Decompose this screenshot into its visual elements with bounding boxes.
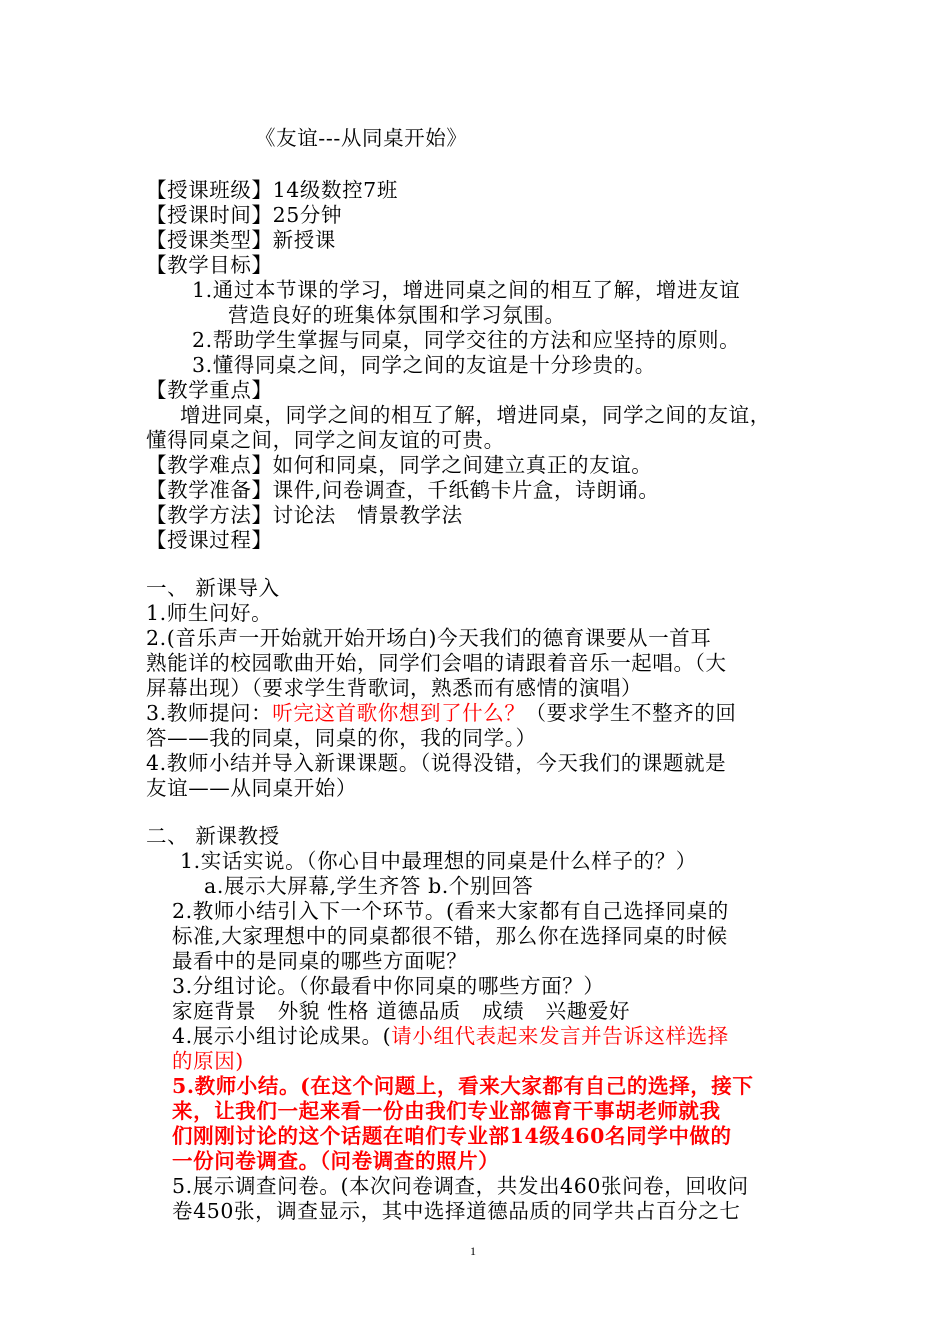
process-heading: 【授课过程】 [146,528,273,552]
section-1-heading: 一、 新课导入 [146,576,280,600]
item-4-instruction: 请小组代表起来发言并告诉这样选择 [391,1024,729,1048]
section-2-item-2-line-2: 标准,大家理想中的同桌都很不错，那么你在选择同桌的时候 [172,924,728,948]
info-class: 【授课班级】14级数控7班 [146,178,398,202]
section-2-item-2-line-3: 最看中的是同桌的哪些方面呢？ [172,949,468,973]
key-points-heading: 【教学重点】 [146,378,273,402]
item-3-suffix: （要求学生不整齐的回 [525,701,737,725]
preparation: 【教学准备】课件,问卷调查，千纸鹤卡片盒，诗朗诵。 [146,478,660,502]
goal-1-cont: 营造良好的班集体氛围和学习氛围。 [228,303,566,327]
goal-1: 1.通过本节课的学习，增进同桌之间的相互了解，增进友谊 [192,278,741,302]
section-1-item-4-line-2: 友谊——从同桌开始） [146,776,357,800]
key-points-line-2: 懂得同桌之间，同学之间友谊的可贵。 [146,428,505,452]
section-2-item-1: 1.实话实说。（你心目中最理想的同桌是什么样子的？） [180,849,697,873]
info-time: 【授课时间】25分钟 [146,203,343,227]
section-1-item-2-line-2: 熟能详的校园歌曲开始，同学们会唱的请跟着音乐一起唱。（大 [146,651,727,675]
key-points-line-1: 增进同桌，同学之间的相互了解，增进同桌，同学之间的友谊， [180,403,771,427]
section-1-item-3 [146,700,736,726]
section-2-item-5-line-3: 们刚刚讨论的这个话题在咱们专业部14级460名同学中做的 [172,1124,732,1148]
section-2-item-3: 3.分组讨论。（你最看中你同桌的哪些方面？） [172,974,605,998]
section-1-item-3-line-2: 答——我的同桌，同桌的你，我的同学。） [146,726,537,750]
item-3-question: 听完这首歌你想到了什么？ [272,701,526,725]
section-1-item-2-line-3: 屏幕出现）（要求学生背歌词，熟悉而有感情的演唱） [146,676,643,700]
section-2-item-1-sub: a.展示大屏幕,学生齐答 b.个别回答 [204,874,534,898]
document-title: 《友谊---从同桌开始》 [255,126,468,150]
item-4-prefix: 4.展示小组讨论成果。( [172,1024,392,1048]
section-1-item-4-line-1: 4.教师小结并导入新课课题。（说得没错，今天我们的课题就是 [146,751,727,775]
section-2-item-3-options: 家庭背景 外貌 性格 道德品质 成绩 兴趣爱好 [172,999,631,1023]
section-2-item-5-line-2: 来，让我们一起来看一份由我们专业部德育干事胡老师就我 [172,1099,721,1123]
section-1-item-2-line-1: 2.(音乐声一开始就开始开场白)今天我们的德育课要从一首耳 [146,626,712,650]
section-2-item-4-line-2: 的原因) [172,1049,244,1073]
section-2-item-2-line-1: 2.教师小结引入下一个环节。(看来大家都有自己选择同桌的 [172,899,729,923]
item-3-prefix: 3.教师提问： [146,701,273,725]
difficulty: 【教学难点】如何和同桌，同学之间建立真正的友谊。 [146,453,653,477]
info-type: 【授课类型】新授课 [146,228,336,252]
section-2-item-6-line-2: 卷450张，调查显示，其中选择道德品质的同学共占百分之七 [172,1199,741,1223]
method: 【教学方法】讨论法 情景教学法 [146,503,463,527]
goal-3: 3.懂得同桌之间，同学之间的友谊是十分珍贵的。 [192,353,656,377]
section-2-item-5-line-1: 5.教师小结。(在这个问题上，看来大家都有自己的选择，接下 [172,1074,754,1098]
goal-2: 2.帮助学生掌握与同桌，同学交往的方法和应坚持的原则。 [192,328,741,352]
section-2-item-5-line-4: 一份问卷调查。（问卷调查的照片） [172,1149,500,1173]
section-2-heading: 二、 新课教授 [146,824,280,848]
section-1-item-1: 1.师生问好。 [146,601,273,625]
section-2-item-6-line-1: 5.展示调查问卷。(本次问卷调查，共发出460张问卷，回收问 [172,1174,749,1198]
section-2-item-4 [172,1023,729,1049]
page-number: 1 [470,1244,476,1258]
info-goals-heading: 【教学目标】 [146,253,273,277]
